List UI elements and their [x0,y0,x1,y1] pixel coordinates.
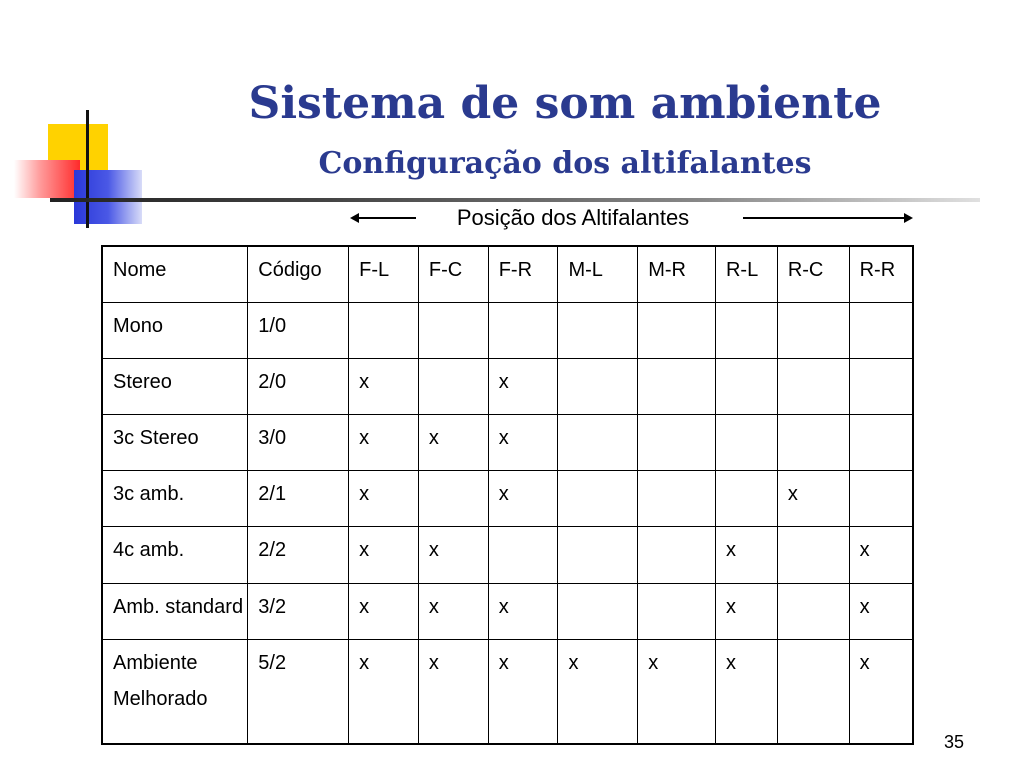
table-cell: 3/0 [248,415,349,471]
table-cell: x [349,639,419,744]
table-cell [777,527,849,583]
table-cell: x [558,639,638,744]
vertical-line-decoration [86,110,89,228]
table-cell: 3/2 [248,583,349,639]
table-cell: 4c amb. [102,527,248,583]
slide-title: Sistema de som ambiente [248,78,882,129]
table-cell [488,527,558,583]
table-cell [638,415,716,471]
table-cell: 2/1 [248,471,349,527]
table-header-cell: R-L [715,246,777,303]
table-cell: 5/2 [248,639,349,744]
speaker-position-label: Posição dos Altifalantes [456,205,690,230]
table-cell: x [777,471,849,527]
table-cell: x [418,639,488,744]
table-header-cell: Código [248,246,349,303]
table-cell: x [849,583,913,639]
table-cell [715,415,777,471]
table-header-row [102,246,913,303]
table-cell: x [349,471,419,527]
table-cell: Amb. standard [102,583,248,639]
table-cell: 2/0 [248,359,349,415]
table-cell: 3c Stereo [102,415,248,471]
table-cell: x [715,527,777,583]
table-cell [777,639,849,744]
table-cell [638,527,716,583]
table-cell [777,583,849,639]
table-header-cell: F-R [488,246,558,303]
table-cell [849,303,913,359]
table-cell [638,471,716,527]
table-cell: x [488,639,558,744]
table-cell: x [349,527,419,583]
table-cell [558,583,638,639]
table-cell: x [349,415,419,471]
table-cell [849,471,913,527]
slide-subtitle: Configuração dos altifalantes [318,146,812,181]
table-cell: 2/2 [248,527,349,583]
table-header-cell: Nome [102,246,248,303]
red-gradient-decoration [14,160,80,198]
table-cell: x [488,359,558,415]
table-header-cell: R-R [849,246,913,303]
table-cell [349,303,419,359]
table-cell: x [488,471,558,527]
table-cell [638,583,716,639]
table-cell: x [849,639,913,744]
table-cell: Stereo [102,359,248,415]
table-cell [418,359,488,415]
table-cell: x [638,639,716,744]
table-cell [638,303,716,359]
table-cell [558,471,638,527]
table-cell: x [349,359,419,415]
table-cell: x [418,415,488,471]
table-cell [558,527,638,583]
table-cell: x [715,639,777,744]
table-cell: x [849,527,913,583]
table-cell: x [488,415,558,471]
right-arrow-icon [743,217,911,219]
table-cell [418,303,488,359]
blue-gradient-decoration [74,170,142,224]
table-cell [638,359,716,415]
table-cell [558,303,638,359]
table-cell: x [418,527,488,583]
table-row [102,527,913,583]
table-header-cell: M-R [638,246,716,303]
table-row [102,471,913,527]
speaker-position-header [350,202,915,234]
table-cell [777,415,849,471]
table-row [102,583,913,639]
page-number: 35 [943,732,964,752]
table-cell: x [488,583,558,639]
speaker-configuration-table [101,245,914,745]
table-cell [849,359,913,415]
table-row [102,359,913,415]
table-header-cell: M-L [558,246,638,303]
table-cell: x [418,583,488,639]
table-cell [488,303,558,359]
table-cell [715,359,777,415]
decorative-logo-graphic [0,0,160,230]
table-row [102,303,913,359]
table-cell: 3c amb. [102,471,248,527]
table-cell [777,303,849,359]
table-cell: Ambiente Melhorado [102,639,248,744]
table-row [102,639,913,744]
table-header-cell: R-C [777,246,849,303]
table-cell: Mono [102,303,248,359]
table-cell [777,359,849,415]
table-cell [715,471,777,527]
table-cell: x [349,583,419,639]
table-header-cell: F-C [418,246,488,303]
table-cell [558,359,638,415]
left-arrow-icon [352,217,416,219]
table-cell [849,415,913,471]
table-cell [418,471,488,527]
table-header-cell: F-L [349,246,419,303]
table-row [102,415,913,471]
table-cell: 1/0 [248,303,349,359]
table-cell [558,415,638,471]
table-cell [715,303,777,359]
table-cell: x [715,583,777,639]
